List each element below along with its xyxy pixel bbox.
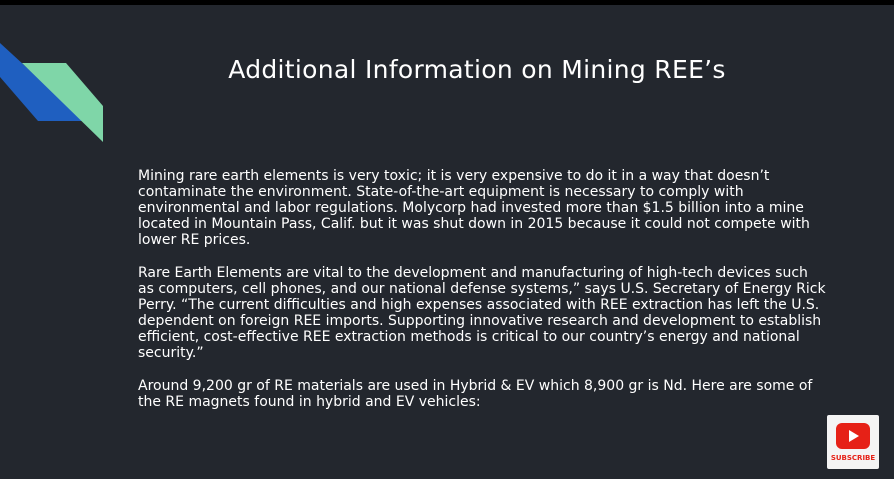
paragraph-rick-perry-quote: Rare Earth Elements are vital to the development and manufacturing of high-tech devices such as computers, cell phones, and our national defense systems,” says U.S. Secretary of Energy Rick Perry. “The current difficulties and high expenses associated with REE extraction has left the U.S. dependent on foreign REE imports. Supporting innovative research and development to establish efficient, cost-effective REE extraction methods is critical to our country’s energy and national security.” bbox=[138, 265, 826, 361]
subscribe-label: SUBSCRIBE bbox=[830, 454, 876, 462]
subscribe-button[interactable] bbox=[827, 415, 879, 469]
paragraph-hybrid-ev-usage: Around 9,200 gr of RE materials are used in Hybrid & EV which 8,900 gr is Nd. Here are some of the RE magnets found in hybrid and EV vehicles: bbox=[138, 378, 813, 410]
paragraph-mining-toxicity: Mining rare earth elements is very toxic; it is very expensive to do it in a way that doesn’t contaminate the environment. State-of-the-art equipment is necessary to comply with environmental and labor regulations. Molycorp had invested more than $1.5 billion into a mine located in Mountain Pass, Calif. but it was shut down in 2015 because it could not compete with lower RE prices. bbox=[138, 168, 810, 248]
youtube-play-icon bbox=[836, 423, 870, 449]
corner-stripes-decoration bbox=[0, 5, 120, 155]
slide-body bbox=[138, 168, 828, 427]
slide-title: Additional Information on Mining REE’s bbox=[228, 55, 726, 84]
presentation-slide bbox=[0, 5, 894, 479]
